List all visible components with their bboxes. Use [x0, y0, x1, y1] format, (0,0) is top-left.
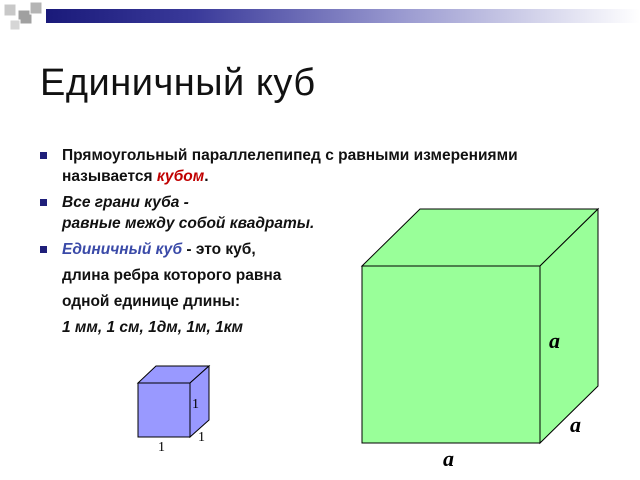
definition-prefix: называется — [62, 168, 157, 185]
big-cube-front-face — [362, 266, 540, 443]
definition-line-1: Прямоугольный параллелепипед с равными измерениями — [62, 147, 518, 164]
faces-line-2: равные между собой квадраты. — [62, 215, 315, 232]
unit-cube-units: 1 мм, 1 см, 1дм, 1м, 1км — [62, 319, 244, 336]
small-cube-label-depth: 1 — [198, 430, 205, 445]
big-cube-label-right: a — [549, 328, 560, 353]
small-cube — [138, 366, 209, 455]
big-cube — [362, 209, 598, 471]
unit-cube-term: Единичный куб — [62, 241, 183, 258]
big-cube-label-bottom: a — [443, 446, 454, 471]
small-cube-label-bottom: 1 — [158, 440, 165, 455]
unit-cube-line-2: длина ребра которого равна — [62, 267, 282, 284]
unit-cube-line-3: одной единице длины: — [62, 293, 241, 310]
unit-cube-rest: - это куб, — [182, 241, 256, 258]
big-cube-label-depth: a — [570, 412, 581, 437]
cube-term: кубом — [156, 168, 205, 185]
slide-title: Единичный куб — [40, 62, 316, 104]
small-cube-front-face — [138, 383, 190, 437]
faces-line-1: Все грани куба - — [62, 194, 189, 211]
small-cube-label-right: 1 — [192, 397, 199, 412]
definition-suffix: . — [204, 168, 209, 185]
